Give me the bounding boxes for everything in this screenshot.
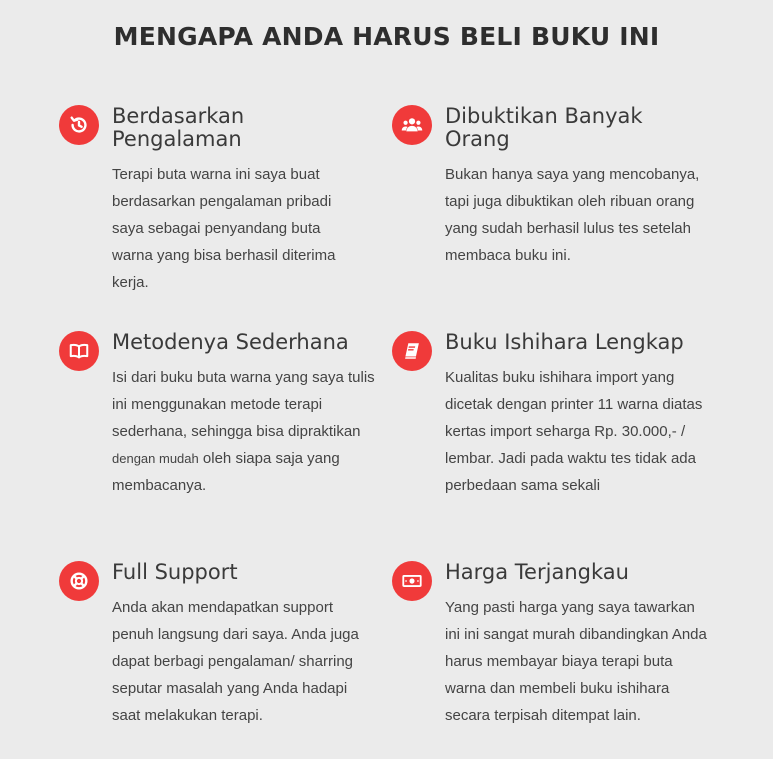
feature-title: Berdasarkan Pengalaman [112,104,245,151]
feature-title: Full Support [112,560,238,584]
description-text-small: dengan mudah [112,451,199,466]
money-icon [392,561,432,601]
feature-description: Terapi buta warna ini saya buat berdasarkan pengalaman pribadi saya sebagai penyandang buta warna yang bisa berhasil diterima kerja. [112,166,336,291]
feature-harga-terjangkau [392,561,722,759]
life-ring-icon [59,561,99,601]
feature-title: Buku Ishihara Lengkap [445,330,684,354]
feature-full-support [59,561,379,741]
feature-description: Yang pasti harga yang saya tawarkan ini ini sangat murah dibandingkan Anda harus membayar biaya terapi buta warna dan membeli buku ishihara secara terpisah ditempat lain. [445,599,707,724]
feature-title: Harga Terjangkau [445,560,629,584]
feature-description: Anda akan mendapatkan support penuh langsung dari saya. Anda juga dapat berbagi pengalaman/ sharring seputar masalah yang Anda hadapi saat melakukan terapi. [112,599,359,724]
feature-description [112,364,376,499]
book-icon [392,331,432,371]
feature-title: Dibuktikan Banyak Orang [445,104,643,151]
feature-berdasarkan-pengalaman [59,105,379,305]
description-text: Isi dari buku buta warna yang saya tulis ini menggunakan metode terapi sederhana, sehingga bisa dipraktikan [112,369,375,440]
feature-buku-ishihara-lengkap [392,331,722,531]
users-icon [392,105,432,145]
history-icon [59,105,99,145]
open-book-icon [59,331,99,371]
description-text: oleh siapa saja yang membacanya. [112,450,340,494]
page-title: MENGAPA ANDA HARUS BELI BUKU INI [113,22,660,51]
feature-description: Kualitas buku ishihara import yang dicetak dengan printer 11 warna diatas kertas import seharga Rp. 30.000,- / lembar. Jadi pada waktu tes tidak ada perbedaan sama sekali [445,369,703,494]
feature-description: Bukan hanya saya yang mencobanya, tapi juga dibuktikan oleh ribuan orang yang sudah berhasil lulus tes setelah membaca buku ini. [445,166,700,264]
feature-title: Metodenya Sederhana [112,330,349,354]
feature-metodenya-sederhana [59,331,379,511]
feature-dibuktikan-banyak-orang [392,105,722,305]
